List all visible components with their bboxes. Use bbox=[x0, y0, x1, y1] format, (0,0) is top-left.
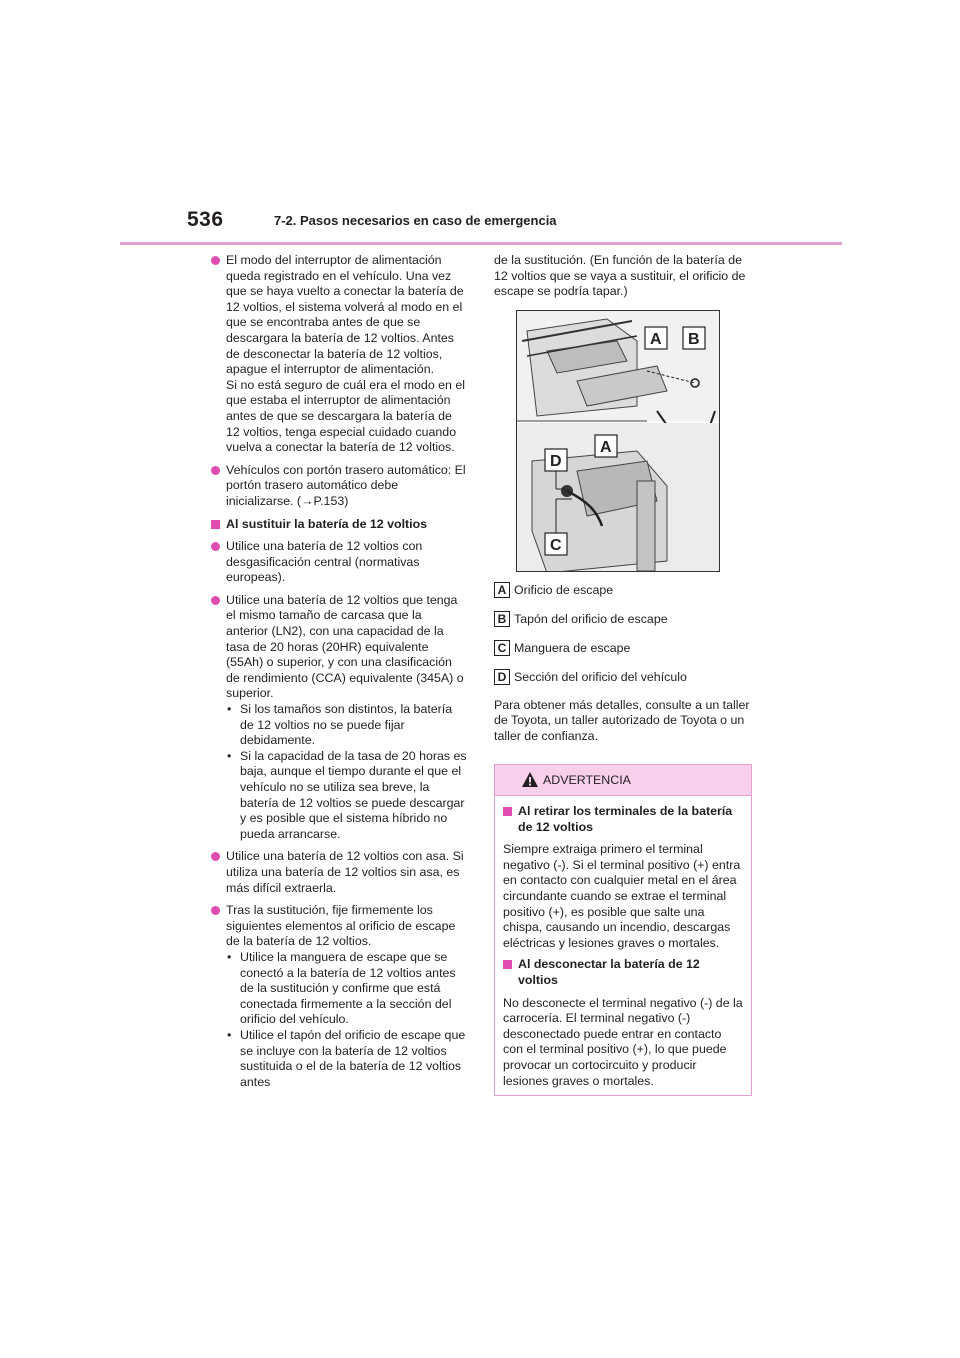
warning-body bbox=[495, 796, 751, 1089]
heading-text: Al desconectar la batería de 12 voltios bbox=[518, 957, 700, 987]
bullet-item bbox=[211, 253, 467, 456]
warning-box bbox=[494, 764, 752, 1096]
page-number: 536 bbox=[187, 208, 224, 231]
bullet-text: Vehículos con portón trasero automático: El portón trasero automático debe inicializarse. (→P.153) bbox=[226, 462, 466, 508]
legend-item-a bbox=[494, 582, 752, 598]
warning-heading bbox=[503, 804, 743, 835]
warning-title: ADVERTENCIA bbox=[543, 773, 631, 787]
bullet-text: El modo del interruptor de alimentación queda registrado en el vehículo. Una vez que se haya vuelto a conectar la batería de 12 voltios, el sistema volverá al modo en el que se encontraba antes de que se descargara la batería de 12 voltios. Antes de desconectar la batería de 12 voltios, apague el interruptor de alimentación. bbox=[226, 253, 464, 377]
legend-text: Orificio de escape bbox=[514, 582, 614, 597]
figure-label-a-bottom: A bbox=[600, 438, 612, 456]
dash-item: • Utilice la manguera de escape que se conectó a la batería de 12 voltios antes de la sustitución y confirme que está conectada firmemente a la sección del orificio del vehículo. bbox=[226, 950, 467, 1028]
warning-heading bbox=[503, 957, 743, 988]
square-bullet-icon bbox=[503, 960, 512, 969]
legend-text: Sección del orificio del vehículo bbox=[514, 669, 687, 684]
legend-letter: A bbox=[494, 582, 510, 598]
legend-item-b bbox=[494, 611, 752, 627]
heading-text: Al retirar los terminales de la batería de 12 voltios bbox=[518, 804, 733, 834]
section-title: 7-2. Pasos necesarios en caso de emergencia bbox=[274, 213, 557, 228]
section-heading bbox=[211, 517, 467, 533]
dash-item: • Utilice el tapón del orificio de escape que se incluye con la batería de 12 voltios sustituida o el de la batería de 12 voltios antes bbox=[226, 1028, 467, 1090]
figure-label-a-top: A bbox=[650, 330, 662, 348]
figure-label-d: D bbox=[550, 452, 562, 470]
dash-item: • Si la capacidad de la tasa de 20 horas es baja, aunque el tiempo durante el que el vehículo no se utiliza sea breve, la batería de 12 voltios se puede descargar y es posible que el sistema híbrido no pueda arrancarse. bbox=[226, 749, 467, 843]
bullet-text: Tras la sustitución, fije firmemente los siguientes elementos al orificio de escape de la batería de 12 voltios. bbox=[226, 903, 456, 949]
legend-item-c bbox=[494, 640, 752, 656]
legend-letter: C bbox=[494, 640, 510, 656]
battery-illustration bbox=[516, 310, 720, 572]
bullet-item bbox=[211, 849, 467, 896]
legend-letter: B bbox=[494, 611, 510, 627]
warning-text: No desconecte el terminal negativo (-) de la carrocería. El terminal negativo (-) desconectado puede entrar en contacto con el terminal positivo (+), lo que puede provocar un cortocircuito y producir lesiones graves o mortales. bbox=[503, 995, 743, 1088]
legend-text: Manguera de escape bbox=[514, 640, 631, 655]
figure-label-b: B bbox=[688, 330, 700, 348]
header-rule bbox=[120, 242, 842, 245]
legend-letter: D bbox=[494, 669, 510, 685]
left-column bbox=[211, 253, 467, 1097]
bullet-text-cont: Si no está seguro de cuál era el modo en el que estaba el interruptor de alimentación antes de que se descargara la batería de 12 voltios, tenga especial cuidado cuando vuelva a conectar la batería de 12 voltios. bbox=[226, 377, 466, 455]
bullet-text: Utilice una batería de 12 voltios con asa. Si utiliza una batería de 12 voltios sin asa, es más difícil extraerla. bbox=[226, 849, 464, 895]
legend-item-d bbox=[494, 669, 752, 685]
bullet-item bbox=[211, 903, 467, 1090]
closing-text: Para obtener más detalles, consulte a un taller de Toyota, un taller autorizado de Toyota o un taller de confianza. bbox=[494, 697, 750, 743]
legend-text: Tapón del orificio de escape bbox=[514, 611, 668, 626]
bullet-item bbox=[211, 593, 467, 843]
square-bullet-icon bbox=[211, 520, 220, 529]
warning-text: Siempre extraiga primero el terminal negativo (-). Si el terminal positivo (+) entra en contacto con cualquier metal en el área circundante cuando se extrae el terminal positivo (+), es posible que salte una chispa, causando un incendio, descargas eléctricas y lesiones graves o mortales. bbox=[503, 842, 741, 950]
bullet-item bbox=[211, 539, 467, 586]
dash-item: • Si los tamaños son distintos, la batería de 12 voltios no se puede fijar debidamente. bbox=[226, 702, 467, 749]
intro-text: de la sustitución. (En función de la batería de 12 voltios que se vaya a sustituir, el orificio de escape se podría tapar.) bbox=[494, 253, 746, 299]
bullet-item bbox=[211, 463, 467, 510]
bullet-text: Utilice una batería de 12 voltios con desgasificación central (normativas europeas). bbox=[226, 539, 423, 585]
heading-text: Al sustituir la batería de 12 voltios bbox=[226, 516, 428, 531]
bullet-text: Utilice una batería de 12 voltios que tenga el mismo tamaño de carcasa que la anterior (LN2), con una capacidad de la tasa de 20 horas (20HR) equivalente (55Ah) o superior, y con una clasificación de rendimiento (CCA) equivalente (345A) o superior. bbox=[226, 592, 464, 701]
right-column bbox=[494, 253, 752, 751]
page-header bbox=[120, 208, 842, 248]
warning-triangle-icon bbox=[521, 771, 539, 788]
square-bullet-icon bbox=[503, 807, 512, 816]
figure-label-c: C bbox=[550, 536, 562, 554]
warning-header bbox=[495, 765, 751, 796]
